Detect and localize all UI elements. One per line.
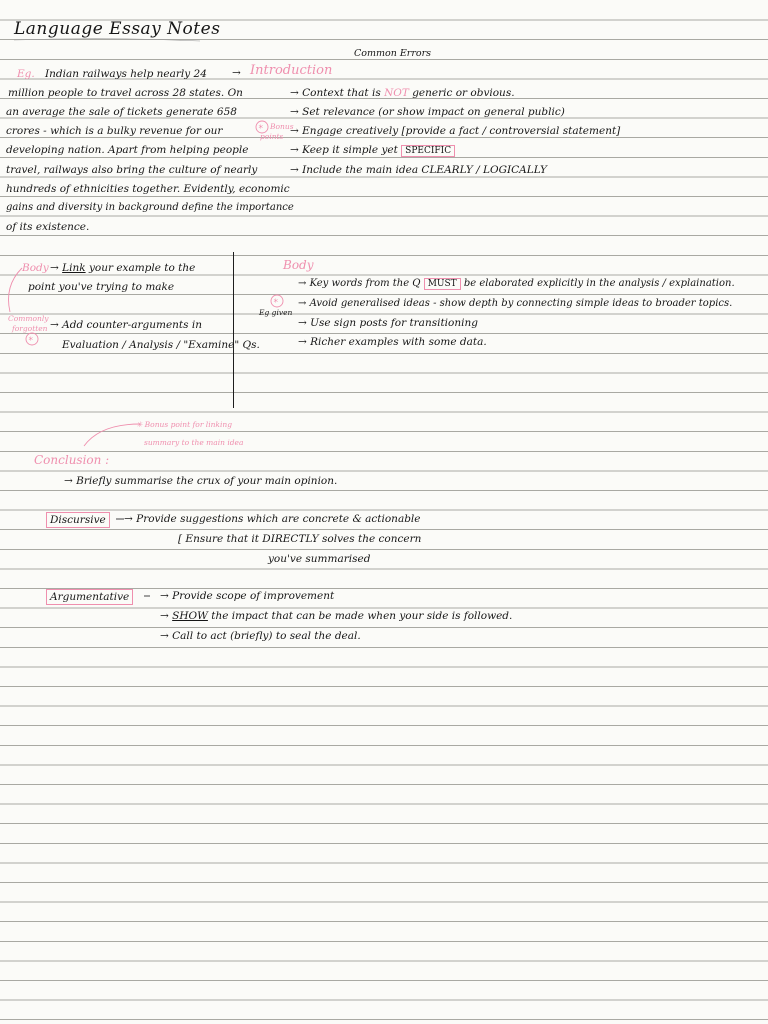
- commonly-forgotten-note: forgotten: [12, 324, 48, 333]
- example-line: crores - which is a bulky revenue for our: [6, 125, 223, 137]
- conclusion-summary: → Briefly summarise the crux of your main opinion.: [64, 475, 338, 487]
- body-right-item: → Use sign posts for transitioning: [298, 317, 478, 329]
- introduction-heading: Introduction: [250, 63, 333, 78]
- body-column-divider: [233, 252, 234, 408]
- example-line: an average the sale of tickets generate 658: [6, 106, 237, 118]
- discursive-line: → Provide suggestions which are concrete & actionable: [124, 513, 421, 525]
- argumentative-label: Argumentative: [46, 589, 133, 605]
- commonly-forgotten-note: Commonly: [8, 314, 49, 323]
- bonus-note: points: [260, 132, 284, 141]
- argumentative-line: → Call to act (briefly) to seal the deal.: [160, 630, 361, 642]
- intro-item-engage: → Engage creatively [provide a fact / controversial statement]: [290, 125, 621, 137]
- title-underline-stroke: [14, 39, 200, 41]
- intro-item-main-idea: → Include the main idea CLEARLY / LOGICALLY: [290, 164, 547, 176]
- common-errors-heading: Common Errors: [354, 48, 432, 59]
- bonus-note: Bonus: [270, 122, 294, 131]
- example-line: developing nation. Apart from helping people: [6, 144, 249, 156]
- body-right-heading: Body: [283, 258, 314, 272]
- example-line: hundreds of ethnicities together. Evidently, economic: [6, 183, 290, 195]
- body-left-heading: Body: [22, 262, 49, 274]
- example-line: million people to travel across 28 states. On: [8, 87, 243, 99]
- svg-text:*: *: [258, 124, 263, 134]
- page-title: Language Essay Notes: [14, 19, 221, 39]
- body-right-item: → Key words from the Q MUST be elaborated explicitly in the analysis / explaination.: [298, 278, 735, 289]
- conclusion-bonus-curve: [84, 424, 140, 446]
- bonus-linking-note: ✳ Bonus point for linking: [136, 420, 232, 429]
- arrow-icon: →: [232, 67, 241, 79]
- argumentative-line: → SHOW the impact that can be made when your side is followed.: [160, 610, 513, 622]
- body-right-item: → Avoid generalised ideas - show depth by connecting simple ideas to broader topics.: [298, 298, 733, 309]
- svg-text:*: *: [28, 336, 33, 346]
- eg-given-note: Eg given: [259, 308, 293, 317]
- discursive-line: you've summarised: [268, 553, 371, 565]
- intro-item-simple: → Keep it simple yet SPECIFIC: [290, 143, 455, 158]
- svg-text:*: *: [273, 298, 278, 308]
- example-line: Indian railways help nearly 24: [45, 68, 207, 80]
- body-right-item: → Richer examples with some data.: [298, 336, 487, 348]
- intro-item-relevance: → Set relevance (or show impact on general public): [290, 106, 565, 118]
- discursive-line: [ Ensure that it DIRECTLY solves the concern: [178, 533, 422, 545]
- example-line: of its existence.: [6, 221, 90, 233]
- body-left-item: → Link your example to the: [50, 262, 196, 274]
- body-left-item: point you've trying to make: [28, 281, 175, 293]
- intro-item-context: → Context that is NOT generic or obvious.: [290, 87, 515, 99]
- argumentative-line: → Provide scope of improvement: [160, 590, 335, 602]
- bonus-linking-note: summary to the main idea: [144, 438, 244, 447]
- example-line: travel, railways also bring the culture of nearly: [6, 164, 258, 176]
- example-line: gains and diversity in background define the importance: [6, 202, 294, 213]
- body-left-item: → Add counter-arguments in: [50, 319, 202, 331]
- forgotten-bracket-stroke: [9, 268, 23, 312]
- example-label: Eg.: [17, 68, 35, 80]
- discursive-label: Discursive: [46, 512, 110, 528]
- body-left-item: Evaluation / Analysis / "Examine" Qs.: [62, 339, 260, 351]
- conclusion-heading: Conclusion :: [34, 453, 110, 467]
